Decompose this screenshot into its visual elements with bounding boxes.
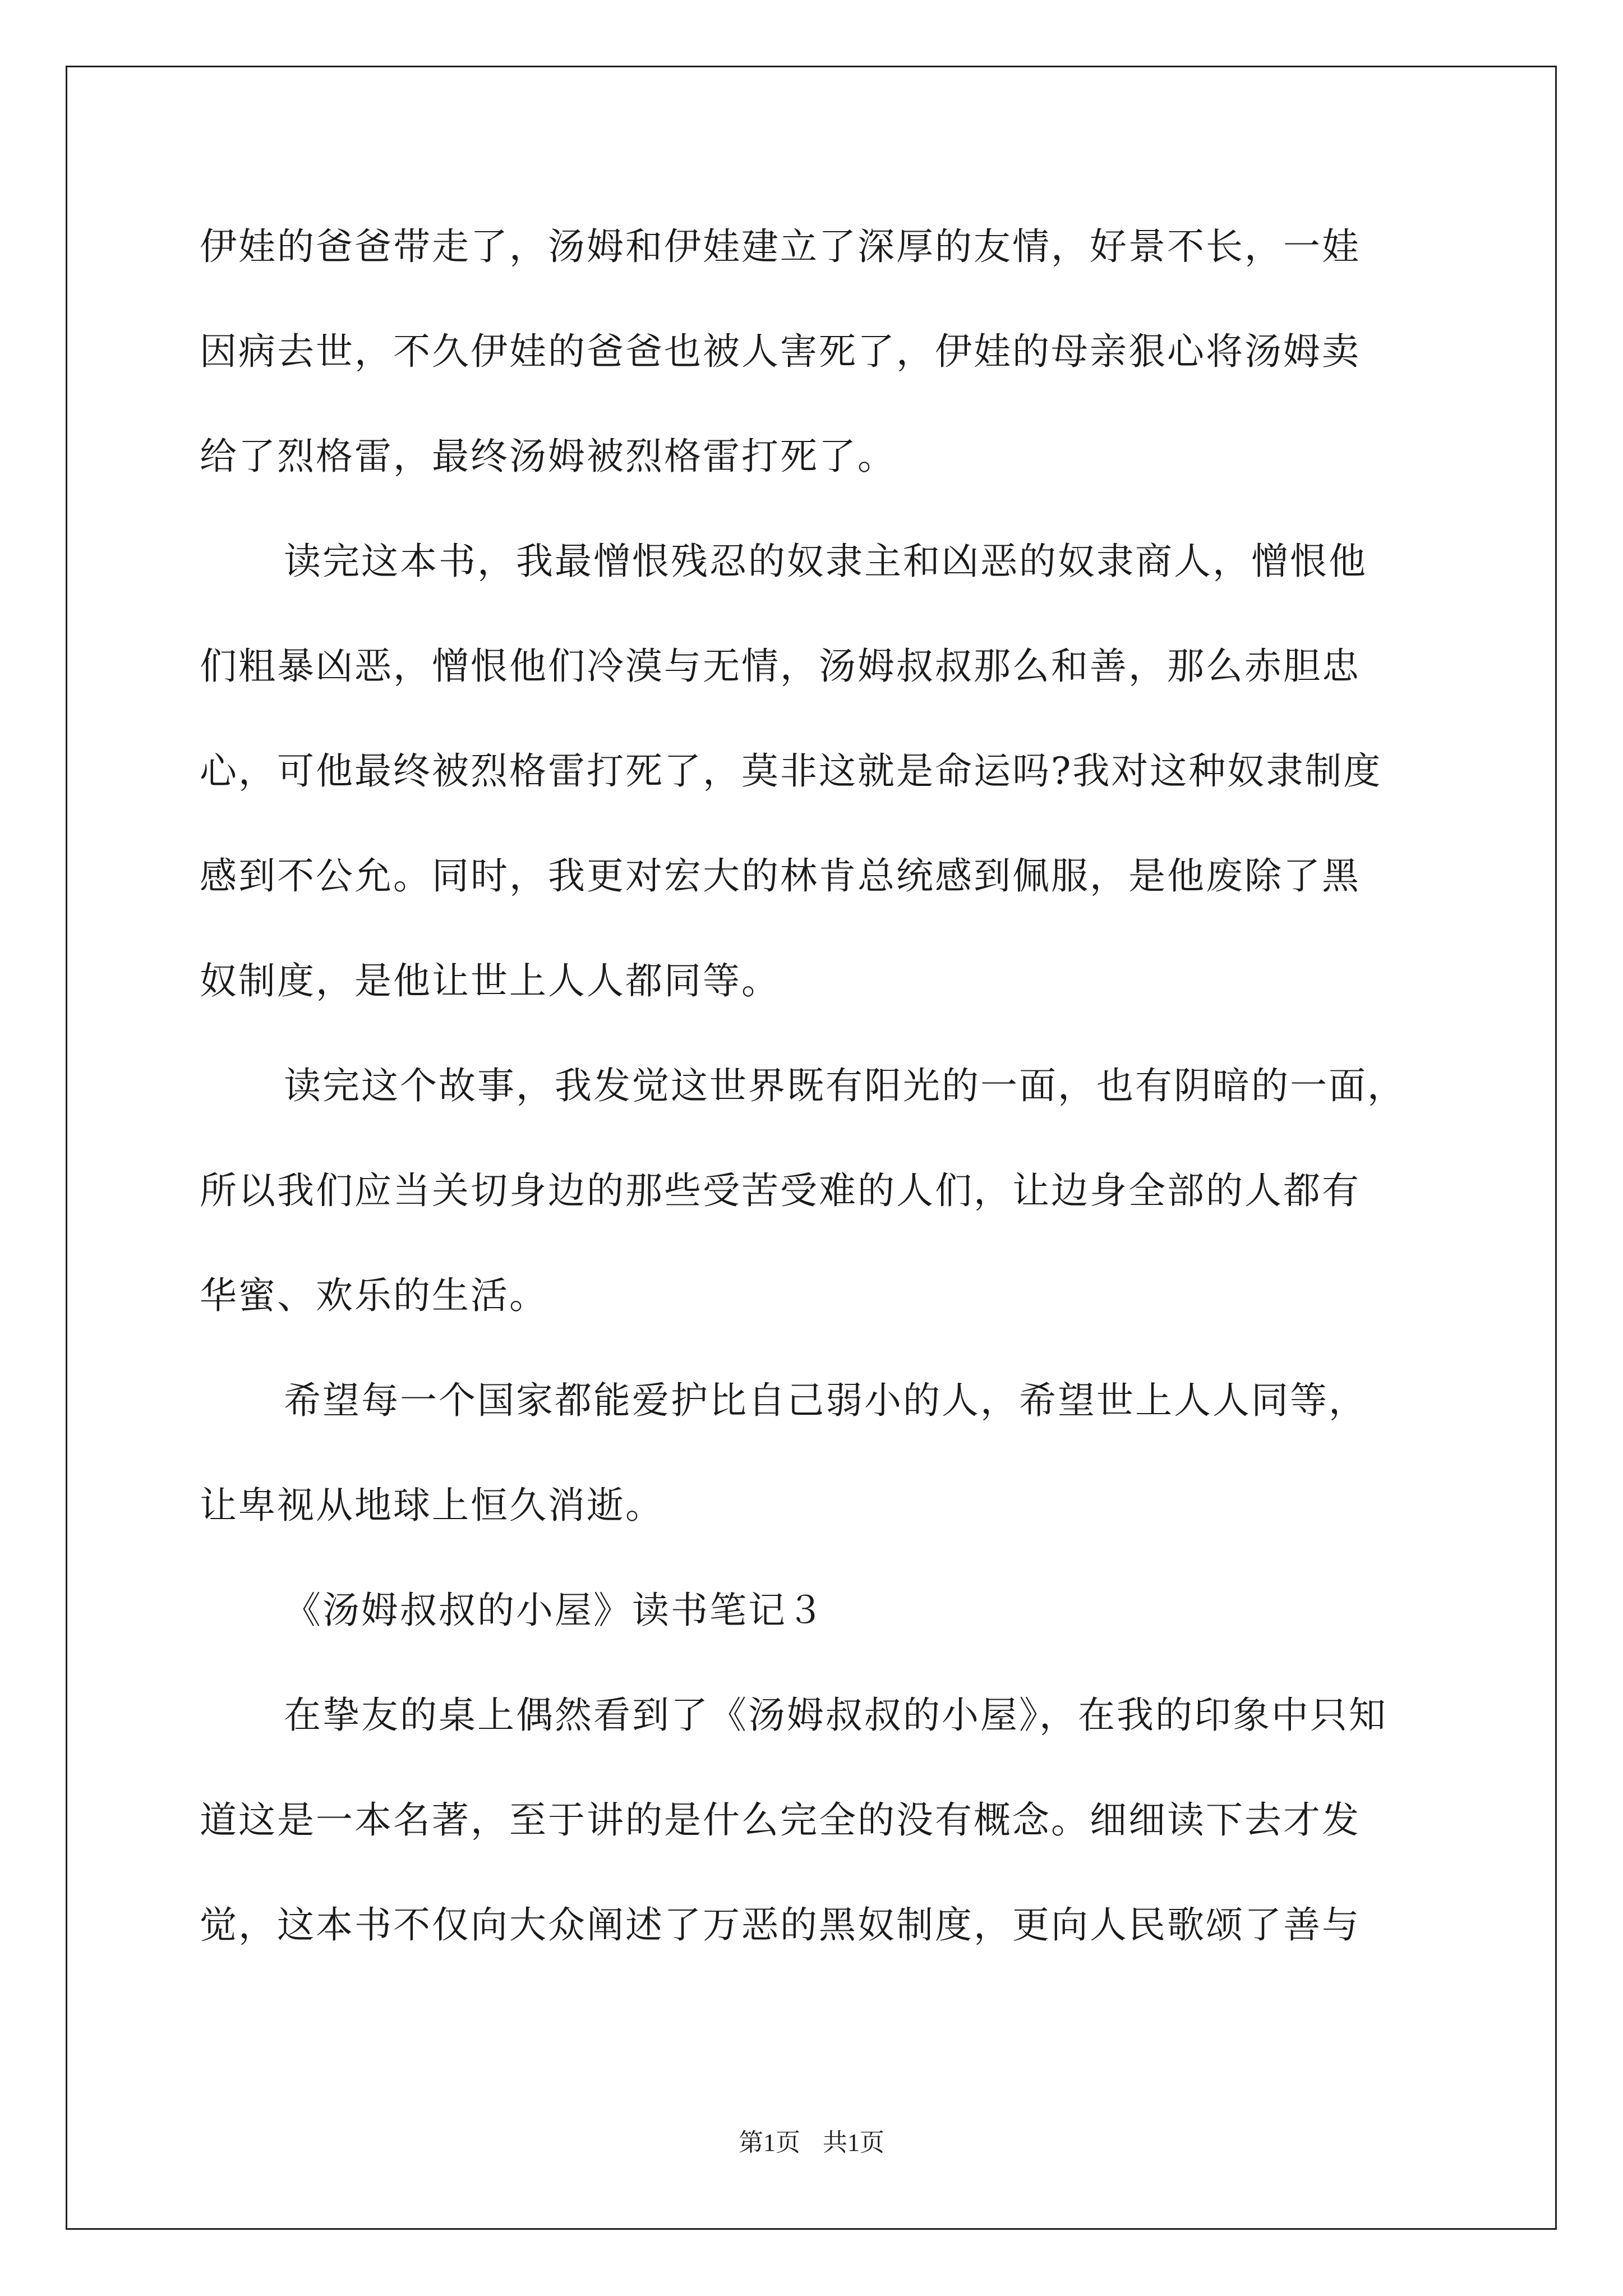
page-number: 第1页: [739, 2129, 800, 2156]
page-total: 共1页: [823, 2129, 884, 2156]
text-line: 让卑视从地球上恒久消逝。: [200, 1484, 664, 1527]
text-line: 在挚友的桌上偶然看到了《汤姆叔叔的小屋》，在我的印象中只知: [284, 1694, 1387, 1737]
text-line: 给了烈格雷，最终汤姆被烈格雷打死了。: [200, 435, 896, 478]
text-line: 伊娃的爸爸带走了，汤姆和伊娃建立了深厚的友情，好景不长，一娃: [200, 225, 1361, 268]
text-line: 觉，这本书不仅向大众阐述了万恶的黑奴制度，更向人民歌颂了善与: [200, 1903, 1361, 1947]
text-line: 们粗暴凶恶，憎恨他们冷漠与无情，汤姆叔叔那么和善，那么赤胆忠: [200, 645, 1361, 688]
text-line: 华蜜、欢乐的生活。: [200, 1274, 548, 1317]
page-footer: [0, 2126, 1623, 2160]
text-line: 心，可他最终被烈格雷打死了，莫非这就是命运吗?我对这种奴隶制度: [200, 749, 1382, 793]
text-line: 读完这个故事，我发觉这世界既有阳光的一面，也有阴暗的一面，: [284, 1064, 1406, 1107]
text-line: 因病去世，不久伊娃的爸爸也被人害死了，伊娃的母亲狠心将汤姆卖: [200, 330, 1361, 373]
text-line: 读完这本书，我最憎恨残忍的奴隶主和凶恶的奴隶商人，憎恨他: [284, 540, 1367, 583]
text-line: 所以我们应当关切身边的那些受苦受难的人们，让边身全部的人都有: [200, 1169, 1361, 1212]
text-line: 奴制度，是他让世上人人都同等。: [200, 959, 780, 1002]
text-line: 希望每一个国家都能爱护比自己弱小的人，希望世上人人同等，: [284, 1379, 1367, 1422]
text-line: 感到不公允。同时，我更对宏大的林肯总统感到佩服，是他废除了黑: [200, 854, 1361, 898]
text-line: 道这是一本名著，至于讲的是什么完全的没有概念。细细读下去才发: [200, 1798, 1361, 1842]
section-heading: 《汤姆叔叔的小屋》读书笔记３: [284, 1589, 826, 1632]
